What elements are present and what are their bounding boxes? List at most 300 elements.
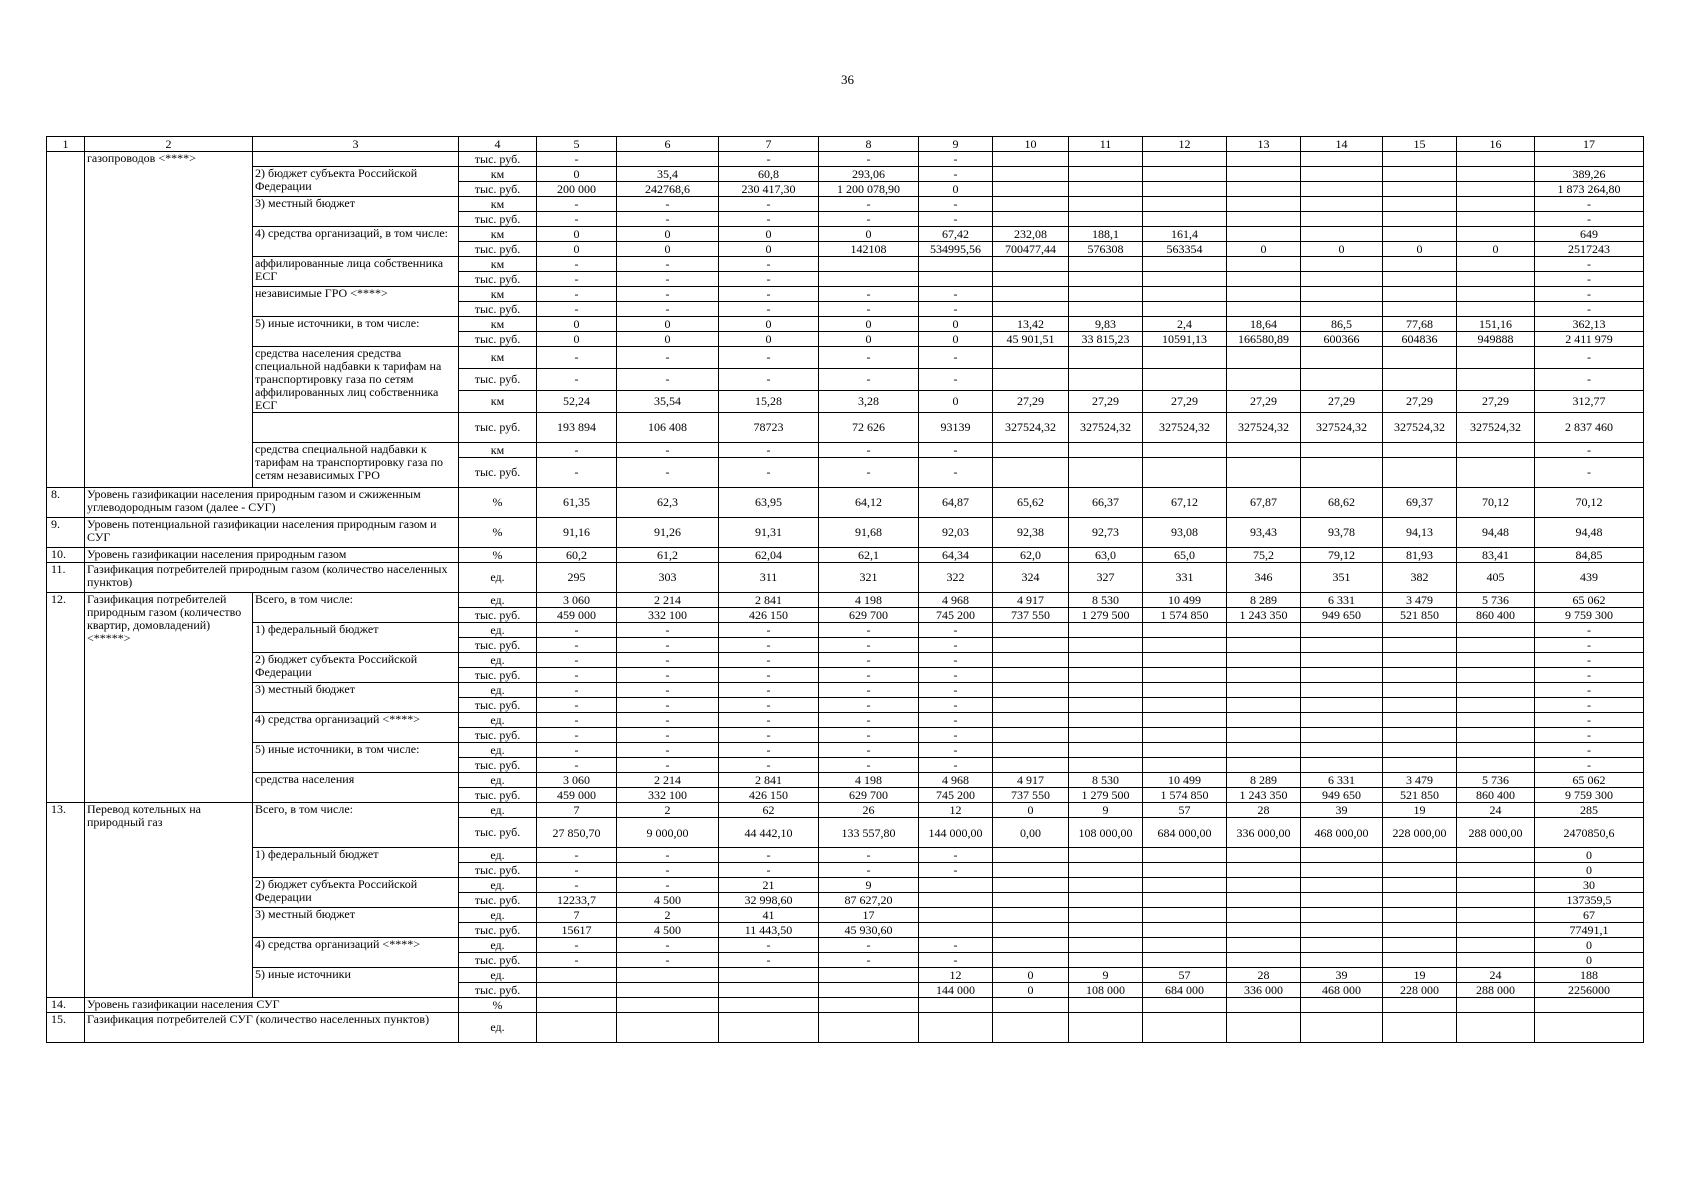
value-cell: [993, 212, 1069, 227]
value-cell: [1301, 908, 1383, 923]
value-cell: 61,35: [537, 488, 617, 518]
value-cell: 188: [1535, 968, 1644, 983]
value-cell: -: [537, 938, 617, 953]
value-cell: [1069, 257, 1143, 272]
value-cell: 27,29: [993, 391, 1069, 413]
value-cell: [1457, 713, 1535, 728]
value-cell: 7: [537, 803, 617, 818]
value-cell: [1301, 212, 1383, 227]
value-cell: [1143, 212, 1227, 227]
table-row: [47, 287, 1644, 302]
value-cell: -: [819, 698, 919, 713]
value-cell: [1301, 287, 1383, 302]
column-number: 13: [1227, 137, 1301, 152]
value-cell: -: [537, 728, 617, 743]
value-cell: [1457, 938, 1535, 953]
value-cell: 39: [1301, 803, 1383, 818]
value-cell: 77491,1: [1535, 923, 1644, 938]
value-cell: [1069, 369, 1143, 391]
value-cell: [1301, 458, 1383, 488]
value-cell: [1143, 953, 1227, 968]
value-cell: [1069, 923, 1143, 938]
unit: тыс. руб.: [459, 369, 537, 391]
value-cell: [1457, 182, 1535, 197]
unit: тыс. руб.: [459, 332, 537, 347]
value-cell: 4 968: [919, 773, 993, 788]
value-cell: 67,12: [1143, 488, 1227, 518]
table-row: [47, 908, 1644, 923]
value-cell: 4 917: [993, 593, 1069, 608]
value-cell: -: [1535, 623, 1644, 638]
value-cell: [1227, 369, 1301, 391]
value-cell: -: [1535, 347, 1644, 369]
value-cell: [1383, 893, 1457, 908]
value-cell: -: [617, 458, 719, 488]
value-cell: -: [819, 848, 919, 863]
value-cell: 0: [537, 242, 617, 257]
value-cell: -: [537, 713, 617, 728]
value-cell: -: [617, 653, 719, 668]
unit: тыс. руб.: [459, 242, 537, 257]
table-row: [47, 593, 1644, 608]
value-cell: -: [537, 347, 617, 369]
value-cell: 4 968: [919, 593, 993, 608]
value-cell: [1227, 713, 1301, 728]
value-cell: 0: [993, 968, 1069, 983]
unit: ед.: [459, 938, 537, 953]
value-cell: [1069, 728, 1143, 743]
table-row: [47, 443, 1644, 458]
value-cell: [1535, 152, 1644, 167]
value-cell: -: [919, 743, 993, 758]
value-cell: [819, 998, 919, 1013]
value-cell: -: [1535, 638, 1644, 653]
value-cell: [1383, 182, 1457, 197]
value-cell: 27,29: [1301, 391, 1383, 413]
value-cell: [1069, 743, 1143, 758]
value-cell: -: [537, 443, 617, 458]
value-cell: 949 650: [1301, 608, 1383, 623]
value-cell: 2517243: [1535, 242, 1644, 257]
value-cell: 331: [1143, 563, 1227, 593]
value-cell: -: [537, 287, 617, 302]
value-cell: 228 000,00: [1383, 818, 1457, 848]
value-cell: [1383, 152, 1457, 167]
value-cell: 27 850,70: [537, 818, 617, 848]
value-cell: [1069, 998, 1143, 1013]
value-cell: [1457, 923, 1535, 938]
value-cell: 0: [919, 317, 993, 332]
value-cell: [1143, 623, 1227, 638]
value-cell: [1227, 1013, 1301, 1043]
value-cell: 62,0: [993, 548, 1069, 563]
value-cell: 91,31: [719, 518, 819, 548]
value-cell: [1457, 152, 1535, 167]
value-cell: [1301, 638, 1383, 653]
value-cell: 94,48: [1457, 518, 1535, 548]
value-cell: [919, 998, 993, 1013]
value-cell: -: [617, 212, 719, 227]
value-cell: [1383, 683, 1457, 698]
value-cell: [1143, 758, 1227, 773]
value-cell: 0: [819, 332, 919, 347]
value-cell: 91,26: [617, 518, 719, 548]
value-cell: [1457, 227, 1535, 242]
value-cell: -: [617, 953, 719, 968]
value-cell: -: [819, 623, 919, 638]
value-cell: [1301, 953, 1383, 968]
value-cell: 86,5: [1301, 317, 1383, 332]
value-cell: 0: [1535, 938, 1644, 953]
value-cell: 1 279 500: [1069, 608, 1143, 623]
funding-source: 5) иные источники, в том числе:: [253, 743, 459, 773]
value-cell: [1069, 197, 1143, 212]
value-cell: -: [919, 369, 993, 391]
value-cell: [993, 287, 1069, 302]
value-cell: [819, 1013, 919, 1043]
value-cell: 684 000,00: [1143, 818, 1227, 848]
value-cell: 108 000: [1069, 983, 1143, 998]
value-cell: -: [537, 863, 617, 878]
value-cell: [1143, 998, 1227, 1013]
funding-source: 1) федеральный бюджет: [253, 848, 459, 878]
table-row: [47, 653, 1644, 668]
value-cell: 327524,32: [1383, 413, 1457, 443]
value-cell: 327524,32: [1301, 413, 1383, 443]
row-number: 9.: [47, 518, 85, 548]
value-cell: -: [919, 638, 993, 653]
value-cell: [537, 1013, 617, 1043]
value-cell: 521 850: [1383, 608, 1457, 623]
value-cell: 11 443,50: [719, 923, 819, 938]
value-cell: -: [919, 668, 993, 683]
value-cell: -: [537, 212, 617, 227]
value-cell: 4 198: [819, 773, 919, 788]
value-cell: 3 060: [537, 773, 617, 788]
value-cell: 2 214: [617, 593, 719, 608]
unit: ед.: [459, 803, 537, 818]
value-cell: 83,41: [1457, 548, 1535, 563]
value-cell: 62,04: [719, 548, 819, 563]
value-cell: 1 200 078,90: [819, 182, 919, 197]
value-cell: -: [819, 743, 919, 758]
value-cell: [1143, 347, 1227, 369]
table-row: [47, 317, 1644, 332]
value-cell: -: [537, 848, 617, 863]
unit: ед.: [459, 563, 537, 593]
value-cell: -: [617, 758, 719, 773]
value-cell: 2 214: [617, 773, 719, 788]
value-cell: [1227, 443, 1301, 458]
value-cell: [1301, 998, 1383, 1013]
value-cell: [1457, 197, 1535, 212]
value-cell: [1143, 458, 1227, 488]
value-cell: [993, 167, 1069, 182]
unit: ед.: [459, 623, 537, 638]
funding-source: 2) бюджет субъекта Российской Федерации: [253, 878, 459, 908]
funding-source: 4) средства организаций <****>: [253, 938, 459, 968]
value-cell: -: [719, 698, 819, 713]
value-cell: [617, 998, 719, 1013]
column-number-row: [47, 137, 1644, 152]
value-cell: -: [919, 683, 993, 698]
value-cell: 684 000: [1143, 983, 1227, 998]
value-cell: [1457, 878, 1535, 893]
funding-source: средства специальной надбавки к тарифам на транспортировку газа по сетям независимых ГРО: [253, 443, 459, 488]
value-cell: [919, 893, 993, 908]
value-cell: [1301, 668, 1383, 683]
value-cell: 2256000: [1535, 983, 1644, 998]
value-cell: [993, 923, 1069, 938]
value-cell: 35,4: [617, 167, 719, 182]
value-cell: 28: [1227, 968, 1301, 983]
value-cell: [719, 968, 819, 983]
funding-source: 3) местный бюджет: [253, 197, 459, 227]
value-cell: -: [617, 878, 719, 893]
value-cell: [1457, 893, 1535, 908]
value-cell: -: [919, 863, 993, 878]
unit: ед.: [459, 848, 537, 863]
value-cell: [1069, 698, 1143, 713]
value-cell: -: [1535, 302, 1644, 317]
value-cell: [1227, 347, 1301, 369]
value-cell: 65,0: [1143, 548, 1227, 563]
value-cell: 5 736: [1457, 773, 1535, 788]
value-cell: [1457, 998, 1535, 1013]
value-cell: 8 289: [1227, 593, 1301, 608]
value-cell: [1143, 653, 1227, 668]
value-cell: -: [537, 257, 617, 272]
table-row: [47, 413, 1644, 443]
value-cell: 64,34: [919, 548, 993, 563]
value-cell: 3,28: [819, 391, 919, 413]
value-cell: [1301, 152, 1383, 167]
value-cell: 9 759 300: [1535, 788, 1644, 803]
value-cell: -: [537, 683, 617, 698]
value-cell: [993, 938, 1069, 953]
table-row: [47, 257, 1644, 272]
value-cell: -: [819, 347, 919, 369]
value-cell: 15617: [537, 923, 617, 938]
value-cell: [1069, 713, 1143, 728]
value-cell: [1227, 272, 1301, 287]
value-cell: [1383, 638, 1457, 653]
funding-source: 5) иные источники, в том числе:: [253, 317, 459, 347]
value-cell: -: [819, 212, 919, 227]
value-cell: [537, 983, 617, 998]
value-cell: [1227, 683, 1301, 698]
value-cell: [1301, 878, 1383, 893]
value-cell: [1069, 443, 1143, 458]
value-cell: 0: [719, 332, 819, 347]
unit: ед.: [459, 683, 537, 698]
value-cell: [1227, 638, 1301, 653]
value-cell: [1457, 369, 1535, 391]
value-cell: [1457, 698, 1535, 713]
row-number: 14.: [47, 998, 85, 1013]
value-cell: 332 100: [617, 788, 719, 803]
value-cell: 12: [919, 968, 993, 983]
value-cell: [1383, 458, 1457, 488]
row-number: 13.: [47, 803, 85, 998]
value-cell: [1383, 698, 1457, 713]
value-cell: [993, 302, 1069, 317]
value-cell: 69,37: [1383, 488, 1457, 518]
unit: %: [459, 998, 537, 1013]
value-cell: 9 000,00: [617, 818, 719, 848]
table-row: [47, 998, 1644, 1013]
value-cell: [1301, 743, 1383, 758]
value-cell: -: [1535, 728, 1644, 743]
value-cell: [1227, 938, 1301, 953]
value-cell: -: [617, 668, 719, 683]
value-cell: -: [617, 863, 719, 878]
value-cell: 7: [537, 908, 617, 923]
value-cell: 285: [1535, 803, 1644, 818]
value-cell: 332 100: [617, 608, 719, 623]
value-cell: 1 279 500: [1069, 788, 1143, 803]
value-cell: 426 150: [719, 608, 819, 623]
value-cell: 0: [919, 182, 993, 197]
value-cell: 65 062: [1535, 593, 1644, 608]
value-cell: -: [537, 152, 617, 167]
value-cell: -: [919, 302, 993, 317]
value-cell: [1301, 272, 1383, 287]
value-cell: -: [719, 347, 819, 369]
unit: %: [459, 518, 537, 548]
value-cell: 27,29: [1143, 391, 1227, 413]
value-cell: [1457, 257, 1535, 272]
value-cell: [1069, 758, 1143, 773]
value-cell: 312,77: [1535, 391, 1644, 413]
value-cell: [1301, 1013, 1383, 1043]
value-cell: [1227, 167, 1301, 182]
table-row: [47, 938, 1644, 953]
funding-source: 2) бюджет субъекта Российской Федерации: [253, 167, 459, 197]
value-cell: [993, 668, 1069, 683]
value-cell: 93139: [919, 413, 993, 443]
value-cell: [1227, 182, 1301, 197]
value-cell: 0: [919, 391, 993, 413]
value-cell: [1227, 287, 1301, 302]
value-cell: 70,12: [1535, 488, 1644, 518]
value-cell: [1227, 302, 1301, 317]
column-number: 16: [1457, 137, 1535, 152]
value-cell: 9: [1069, 968, 1143, 983]
value-cell: [1457, 302, 1535, 317]
value-cell: -: [1535, 458, 1644, 488]
value-cell: [919, 257, 993, 272]
value-cell: 1 873 264,80: [1535, 182, 1644, 197]
value-cell: [1069, 863, 1143, 878]
value-cell: 0: [1301, 242, 1383, 257]
value-cell: -: [819, 728, 919, 743]
value-cell: 303: [617, 563, 719, 593]
value-cell: [1069, 638, 1143, 653]
value-cell: 61,2: [617, 548, 719, 563]
value-cell: 0: [819, 227, 919, 242]
value-cell: [1069, 1013, 1143, 1043]
value-cell: 19: [1383, 968, 1457, 983]
value-cell: -: [819, 863, 919, 878]
value-cell: 468 000: [1301, 983, 1383, 998]
value-cell: -: [919, 653, 993, 668]
value-cell: -: [617, 848, 719, 863]
table-row: [47, 563, 1644, 593]
value-cell: [1383, 923, 1457, 938]
column-number: 9: [919, 137, 993, 152]
value-cell: 60,2: [537, 548, 617, 563]
value-cell: [919, 878, 993, 893]
unit: км: [459, 197, 537, 212]
value-cell: 232,08: [993, 227, 1069, 242]
value-cell: [1457, 863, 1535, 878]
table-row: [47, 878, 1644, 893]
value-cell: [1457, 287, 1535, 302]
value-cell: [1069, 893, 1143, 908]
value-cell: [1301, 167, 1383, 182]
value-cell: [1301, 443, 1383, 458]
value-cell: 87 627,20: [819, 893, 919, 908]
value-cell: 67: [1535, 908, 1644, 923]
value-cell: 228 000: [1383, 983, 1457, 998]
value-cell: [1383, 212, 1457, 227]
value-cell: 336 000,00: [1227, 818, 1301, 848]
value-cell: 144 000: [919, 983, 993, 998]
unit: тыс. руб.: [459, 818, 537, 848]
funding-source: Всего, в том числе:: [253, 803, 459, 848]
value-cell: -: [617, 443, 719, 458]
value-cell: 322: [919, 563, 993, 593]
value-cell: 62: [719, 803, 819, 818]
table-row: [47, 197, 1644, 212]
value-cell: -: [537, 698, 617, 713]
value-cell: -: [819, 668, 919, 683]
value-cell: [1383, 908, 1457, 923]
value-cell: [1143, 743, 1227, 758]
unit: км: [459, 257, 537, 272]
value-cell: [993, 758, 1069, 773]
value-cell: [719, 998, 819, 1013]
value-cell: -: [819, 152, 919, 167]
value-cell: [1383, 167, 1457, 182]
unit: ед.: [459, 878, 537, 893]
value-cell: [993, 713, 1069, 728]
value-cell: [1301, 302, 1383, 317]
value-cell: [1301, 347, 1383, 369]
value-cell: -: [1535, 653, 1644, 668]
value-cell: 0: [993, 803, 1069, 818]
value-cell: -: [919, 623, 993, 638]
value-cell: 106 408: [617, 413, 719, 443]
value-cell: [819, 257, 919, 272]
value-cell: [1143, 443, 1227, 458]
value-cell: -: [617, 713, 719, 728]
indicator-name: Перевод котельных на природный газ: [85, 803, 253, 998]
value-cell: -: [819, 197, 919, 212]
value-cell: 32 998,60: [719, 893, 819, 908]
value-cell: 3 479: [1383, 593, 1457, 608]
value-cell: 0: [993, 983, 1069, 998]
value-cell: 65 062: [1535, 773, 1644, 788]
value-cell: [1143, 152, 1227, 167]
value-cell: 0: [617, 242, 719, 257]
funding-source: 1) федеральный бюджет: [253, 623, 459, 653]
value-cell: 45 901,51: [993, 332, 1069, 347]
value-cell: 9: [1069, 803, 1143, 818]
value-cell: 604836: [1383, 332, 1457, 347]
unit: ед.: [459, 653, 537, 668]
